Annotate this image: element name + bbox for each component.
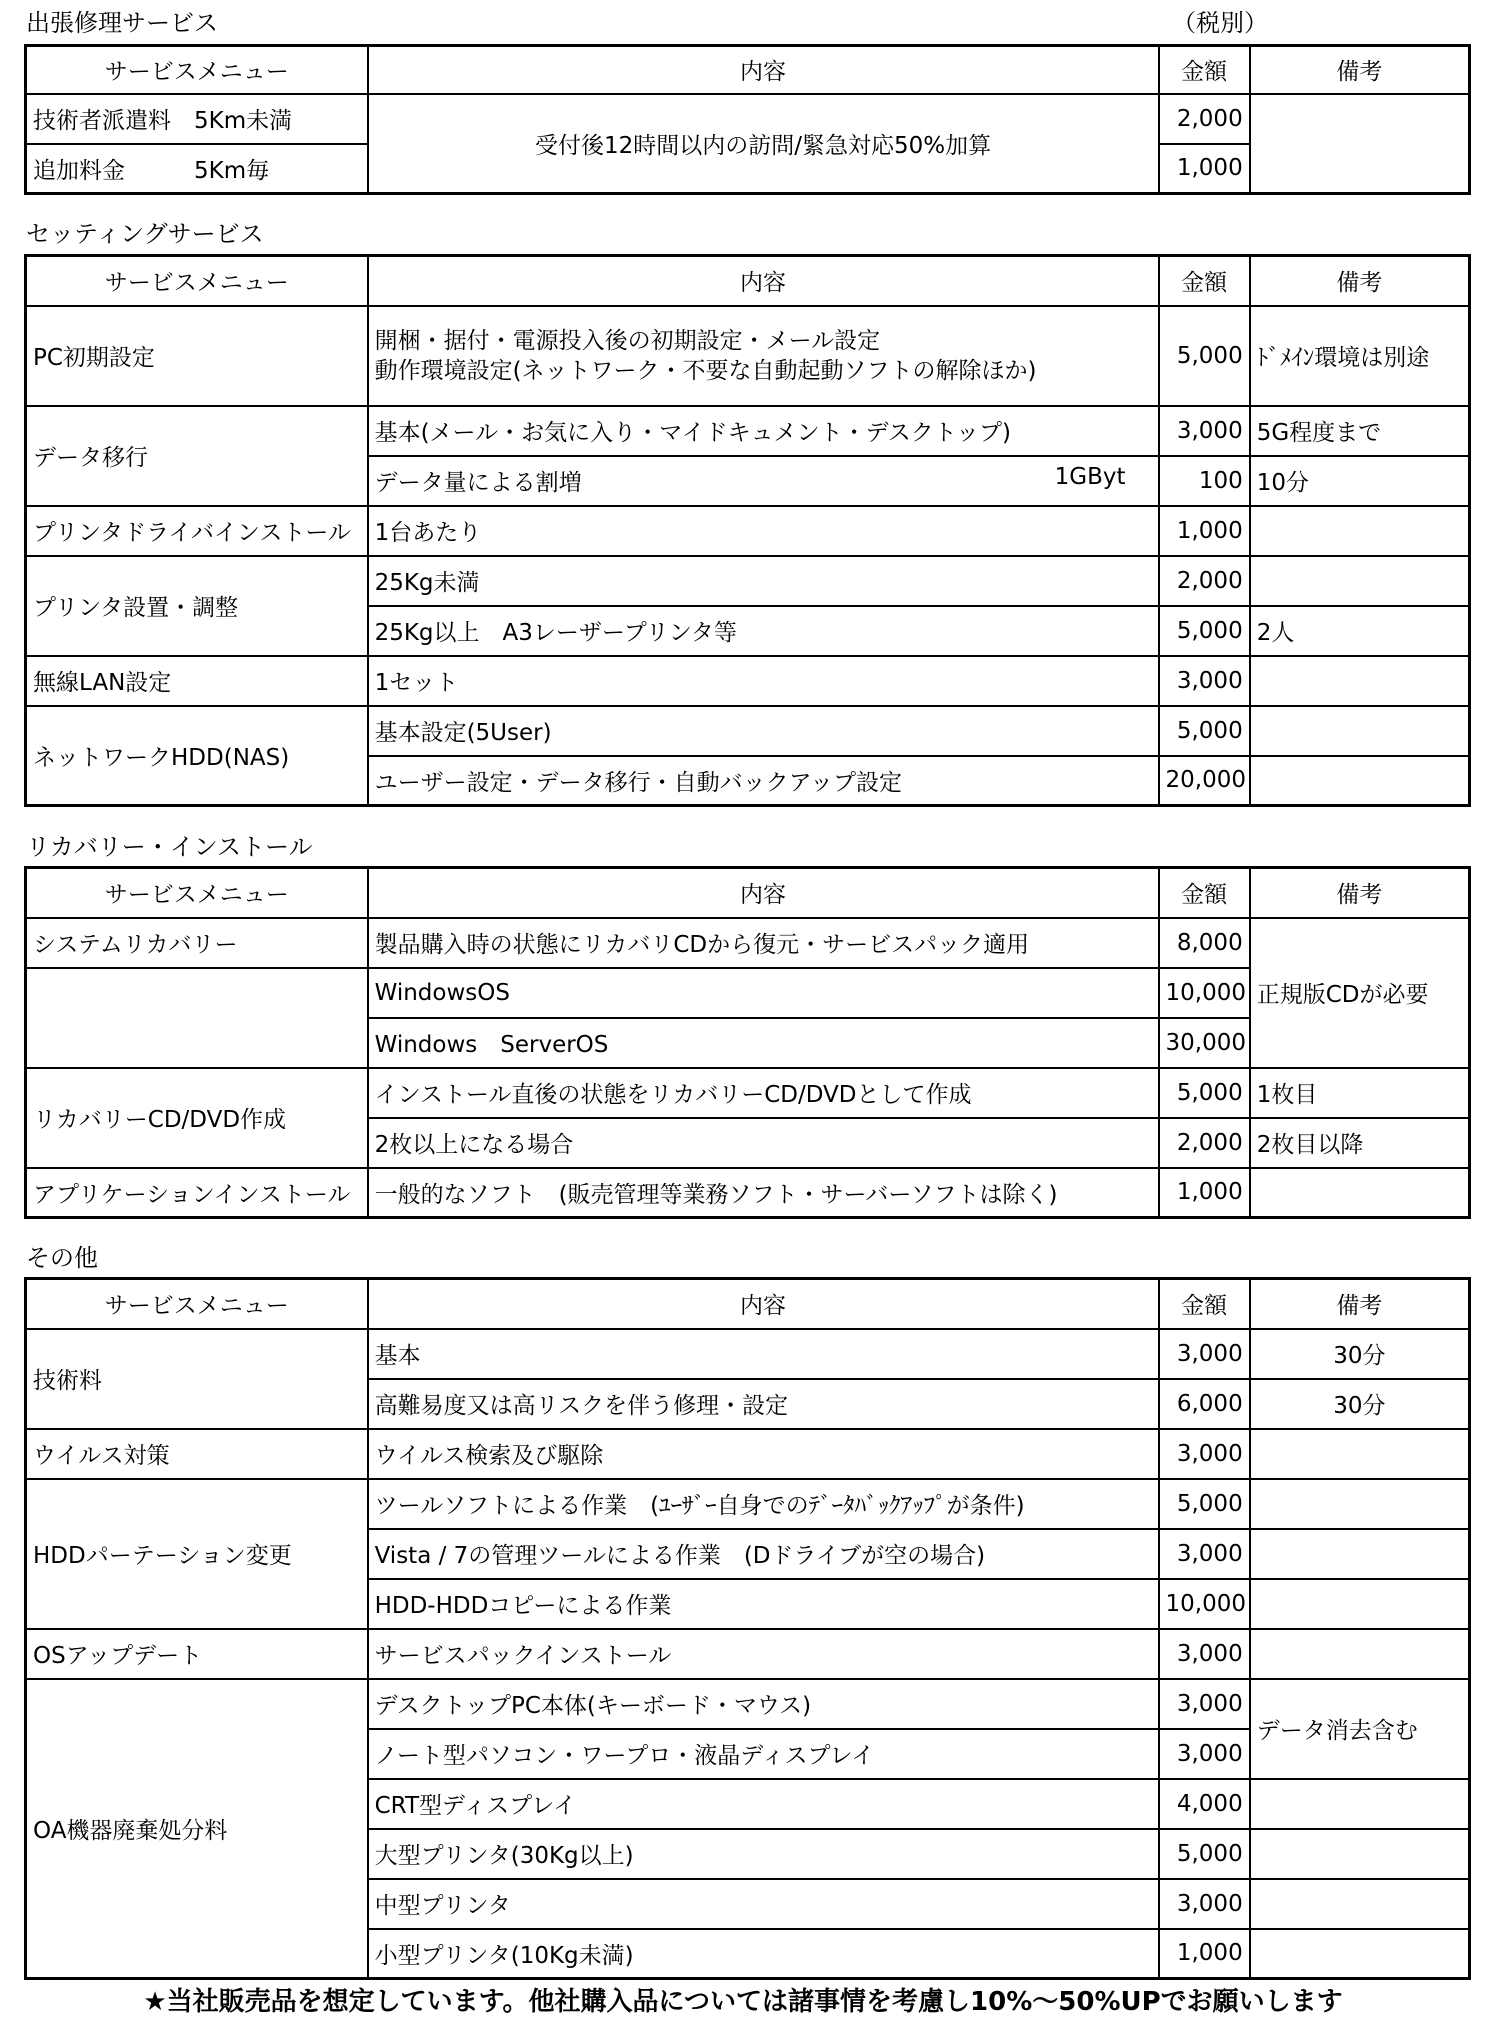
- table-row: [26, 506, 1470, 556]
- content-cell: 一般的なソフト (販売管理等業務ソフト・サーバーソフトは除く): [368, 1168, 1159, 1218]
- price-table-onsite-repair: [24, 44, 1471, 195]
- price-table-other: [24, 1277, 1471, 1980]
- price-cell: 30,000: [1159, 1018, 1250, 1068]
- table-header-row: [26, 256, 1470, 306]
- content-cell: 小型プリンタ(10Kg未満): [368, 1929, 1159, 1979]
- table-row: [26, 1429, 1470, 1479]
- section-title-recovery: リカバリー・インストール: [26, 833, 313, 861]
- note-cell: 30分: [1250, 1379, 1470, 1429]
- menu-cell: OSアップデート: [26, 1629, 368, 1679]
- content-cell: 25Kg未満: [368, 556, 1159, 606]
- price-cell: 3,000: [1159, 406, 1250, 456]
- footer-notice: ★当社販売品を想定しています。他社購入品については諸事情を考慮し10%～50%UPでお願いします: [143, 1987, 1343, 2017]
- price-cell: 3,000: [1159, 1329, 1250, 1379]
- header-content: 内容: [368, 256, 1159, 306]
- header-menu: サービスメニュー: [26, 256, 368, 306]
- note-cell: [1250, 94, 1470, 194]
- price-cell: 10,000: [1159, 968, 1250, 1018]
- content-cell: 基本設定(5User): [368, 706, 1159, 756]
- price-table-setting: [24, 254, 1471, 807]
- price-cell: 5,000: [1159, 706, 1250, 756]
- content-cell: [368, 456, 1159, 506]
- content-line: 動作環境設定(ネットワーク・不要な自動起動ソフトの解除ほか): [374, 357, 1037, 384]
- note-cell: 2人: [1250, 606, 1470, 656]
- price-cell: 3,000: [1159, 1729, 1250, 1779]
- price-cell: 5,000: [1159, 306, 1250, 406]
- content-cell: サービスパックインストール: [368, 1629, 1159, 1679]
- note-cell: [1250, 706, 1470, 756]
- menu-cell: ウイルス対策: [26, 1429, 368, 1479]
- content-cell: 1台あたり: [368, 506, 1159, 556]
- content-cell: CRT型ディスプレイ: [368, 1779, 1159, 1829]
- price-cell: 8,000: [1159, 918, 1250, 968]
- content-line: 開梱・据付・電源投入後の初期設定・メール設定: [374, 327, 881, 354]
- price-cell: 20,000: [1159, 756, 1250, 806]
- note-cell: 正規版CDが必要: [1250, 918, 1470, 1068]
- price-cell: 3,000: [1159, 656, 1250, 706]
- price-cell: 100: [1159, 456, 1250, 506]
- note-cell: [1250, 1168, 1470, 1218]
- note-cell: [1250, 506, 1470, 556]
- price-cell: 5,000: [1159, 1068, 1250, 1118]
- price-cell: 1,000: [1159, 1168, 1250, 1218]
- table-header-row: [26, 46, 1470, 94]
- price-cell: 3,000: [1159, 1429, 1250, 1479]
- content-cell: HDD-HDDコピーによる作業: [368, 1579, 1159, 1629]
- table-row: [26, 1168, 1470, 1218]
- price-cell: 2,000: [1159, 94, 1250, 144]
- note-cell: [1250, 1879, 1470, 1929]
- header-menu: サービスメニュー: [26, 1279, 368, 1329]
- price-cell: 5,000: [1159, 606, 1250, 656]
- menu-cell: アプリケーションインストール: [26, 1168, 368, 1218]
- content-cell: Vista / 7の管理ツールによる作業 (Dドライブが空の場合): [368, 1529, 1159, 1579]
- note-cell: [1250, 556, 1470, 606]
- price-cell: 6,000: [1159, 1379, 1250, 1429]
- content-cell: デスクトップPC本体(キーボード・マウス): [368, 1679, 1159, 1729]
- note-cell: [1250, 1529, 1470, 1579]
- menu-cell: 技術者派遣料 5Km未満: [26, 94, 368, 144]
- content-cell: WindowsOS: [368, 968, 1159, 1018]
- header-content: 内容: [368, 46, 1159, 94]
- price-cell: 10,000: [1159, 1579, 1250, 1629]
- note-cell: [1250, 1479, 1470, 1529]
- note-cell: [1250, 1629, 1470, 1679]
- price-cell: 3,000: [1159, 1879, 1250, 1929]
- price-cell: 1,000: [1159, 144, 1250, 194]
- content-cell: 基本: [368, 1329, 1159, 1379]
- note-cell: [1250, 1429, 1470, 1479]
- menu-cell: OA機器廃棄処分料: [26, 1679, 368, 1979]
- content-text: データ量による割増: [374, 470, 582, 496]
- menu-cell: プリンタ設置・調整: [26, 556, 368, 656]
- content-cell: ノート型パソコン・ワープロ・液晶ディスプレイ: [368, 1729, 1159, 1779]
- note-cell: 10分: [1250, 456, 1470, 506]
- section-title-onsite-repair: 出張修理サービス: [26, 9, 218, 37]
- header-note: 備考: [1250, 256, 1470, 306]
- menu-cell: 無線LAN設定: [26, 656, 368, 706]
- section-title-setting: セッティングサービス: [26, 220, 264, 248]
- table-row: [26, 406, 1470, 456]
- content-cell: 1セット: [368, 656, 1159, 706]
- note-cell: データ消去含む: [1250, 1679, 1470, 1779]
- menu-cell: [26, 968, 368, 1068]
- note-cell: [1250, 756, 1470, 806]
- header-note: 備考: [1250, 868, 1470, 918]
- price-cell: 2,000: [1159, 1118, 1250, 1168]
- content-cell: 高難易度又は高リスクを伴う修理・設定: [368, 1379, 1159, 1429]
- menu-cell: 技術料: [26, 1329, 368, 1429]
- table-row: [26, 706, 1470, 756]
- price-table-recovery: [24, 866, 1471, 1219]
- table-row: [26, 918, 1470, 968]
- content-cell: 25Kg以上 A3レーザープリンタ等: [368, 606, 1159, 656]
- price-cell: 1,000: [1159, 1929, 1250, 1979]
- header-note: 備考: [1250, 1279, 1470, 1329]
- content-cell: Windows ServerOS: [368, 1018, 1159, 1068]
- note-cell: [1250, 1579, 1470, 1629]
- menu-cell: リカバリーCD/DVD作成: [26, 1068, 368, 1168]
- content-cell: ユーザー設定・データ移行・自動バックアップ設定: [368, 756, 1159, 806]
- table-row: [26, 1479, 1470, 1529]
- content-cell: 2枚以上になる場合: [368, 1118, 1159, 1168]
- header-menu: サービスメニュー: [26, 46, 368, 94]
- price-cell: 4,000: [1159, 1779, 1250, 1829]
- content-cell: 基本(メール・お気に入り・マイドキュメント・デスクトップ): [368, 406, 1159, 456]
- header-content: 内容: [368, 1279, 1159, 1329]
- content-cell: [368, 306, 1159, 406]
- table-header-row: [26, 868, 1470, 918]
- note-cell: [1250, 1829, 1470, 1879]
- menu-cell: ネットワークHDD(NAS): [26, 706, 368, 806]
- content-cell: インストール直後の状態をリカバリーCD/DVDとして作成: [368, 1068, 1159, 1118]
- table-row: [26, 306, 1470, 406]
- menu-cell: PC初期設定: [26, 306, 368, 406]
- note-cell: ﾄﾞﾒｲﾝ環境は別途: [1250, 306, 1470, 406]
- unit-text: 1GByt: [1054, 464, 1126, 490]
- table-header-row: [26, 1279, 1470, 1329]
- header-note: 備考: [1250, 46, 1470, 94]
- header-price: 金額: [1159, 1279, 1250, 1329]
- table-row: [26, 556, 1470, 606]
- tax-note: （税別）: [1172, 9, 1268, 37]
- note-cell: 2枚目以降: [1250, 1118, 1470, 1168]
- table-row: [26, 1679, 1470, 1729]
- header-price: 金額: [1159, 256, 1250, 306]
- header-content: 内容: [368, 868, 1159, 918]
- price-cell: 3,000: [1159, 1529, 1250, 1579]
- header-menu: サービスメニュー: [26, 868, 368, 918]
- menu-cell: 追加料金 5Km毎: [26, 144, 368, 194]
- header-price: 金額: [1159, 46, 1250, 94]
- table-row: [26, 94, 1470, 144]
- content-cell: 受付後12時間以内の訪問/緊急対応50%加算: [368, 94, 1159, 194]
- table-row: [26, 1629, 1470, 1679]
- header-price: 金額: [1159, 868, 1250, 918]
- table-row: [26, 1329, 1470, 1379]
- content-cell: ツールソフトによる作業 (ﾕｰｻﾞｰ自身でのﾃﾞｰﾀﾊﾞｯｸｱｯﾌﾟが条件): [368, 1479, 1159, 1529]
- price-cell: 3,000: [1159, 1679, 1250, 1729]
- note-cell: [1250, 1779, 1470, 1829]
- price-cell: 3,000: [1159, 1629, 1250, 1679]
- price-cell: 2,000: [1159, 556, 1250, 606]
- price-cell: 5,000: [1159, 1479, 1250, 1529]
- note-cell: 5G程度まで: [1250, 406, 1470, 456]
- content-cell: ウイルス検索及び駆除: [368, 1429, 1159, 1479]
- content-cell: 中型プリンタ: [368, 1879, 1159, 1929]
- table-row: [26, 1068, 1470, 1118]
- price-cell: 5,000: [1159, 1829, 1250, 1879]
- table-row: [26, 656, 1470, 706]
- content-cell: 大型プリンタ(30Kg以上): [368, 1829, 1159, 1879]
- note-cell: [1250, 656, 1470, 706]
- menu-cell: HDDパーテーション変更: [26, 1479, 368, 1629]
- note-cell: [1250, 1929, 1470, 1979]
- note-cell: 1枚目: [1250, 1068, 1470, 1118]
- note-cell: 30分: [1250, 1329, 1470, 1379]
- price-cell: 1,000: [1159, 506, 1250, 556]
- section-title-other: その他: [26, 1244, 98, 1272]
- content-cell: 製品購入時の状態にリカバリCDから復元・サービスパック適用: [368, 918, 1159, 968]
- menu-cell: プリンタドライバインストール: [26, 506, 368, 556]
- menu-cell: システムリカバリー: [26, 918, 368, 968]
- menu-cell: データ移行: [26, 406, 368, 506]
